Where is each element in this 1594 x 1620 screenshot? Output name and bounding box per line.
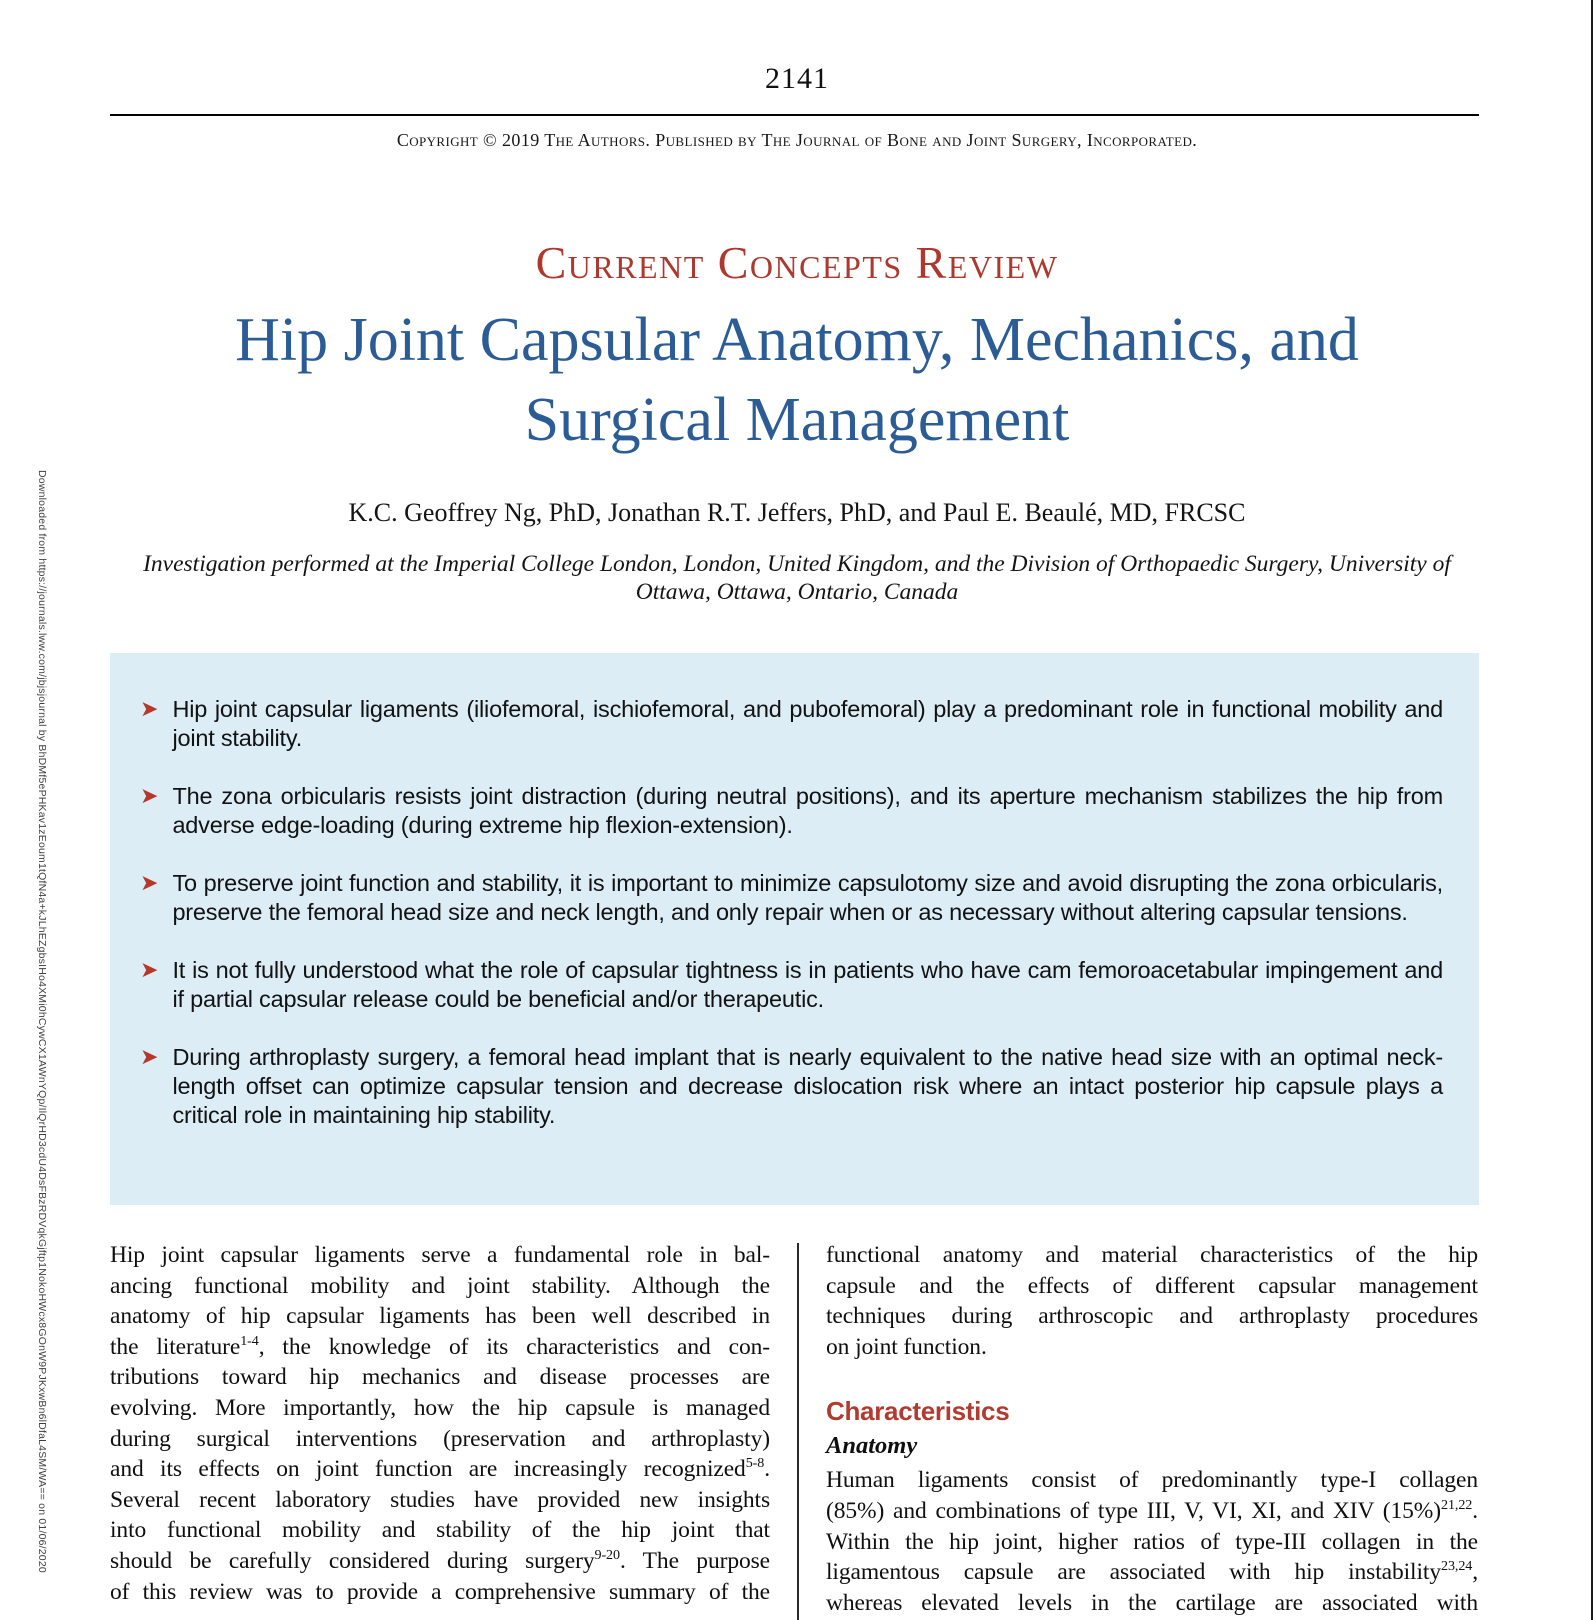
copyright-line: Copyright © 2019 The Authors. Published by The Journal of Bone and Joint Surgery, Incorporated. [396, 130, 1198, 150]
intro-paragraph: Hip joint capsular ligaments serve a fundamental role in bal- ancing functional mobility and joint stability. Although the anatomy of hip capsular ligaments has been well described in the literature$^{1-4}$, the knowledge of its characteristics and con- tributions toward hip mechanics and disease processes are evolving. More importantly, how the hip capsule is managed during surgical interventions (preservation and arthroplasty) and its effects on joint function are increasingly recognized$^{5-8}$. Several recent laboratory studies have provided new insights into functional mobility and stability of the hip joint that should be carefully considered during surgery$^{9-20}$. The purpose of this review was to provide a comprehensive summary of the [110, 1242, 770, 1605]
section-heading-characteristics: Characteristics [826, 1396, 1010, 1427]
key-point-item [140, 695, 1443, 753]
key-point-text: The zona orbicularis resists joint distraction (during neutral positions), and its aperture mechanism stabilizes the hip from adverse edge-loading (during extreme hip flexion-extension). [172, 783, 1443, 838]
arrow-bullet-icon: ➤ [140, 1045, 159, 1070]
key-point-text: It is not fully understood what the role of capsular tightness is in patients who have cam femoroacetabular impingement and if partial capsular release could be beneficial and/or therapeutic. [172, 957, 1443, 1012]
key-points-box [110, 653, 1479, 1205]
key-point-text: Hip joint capsular ligaments (iliofemoral, ischiofemoral, and pubofemoral) play a predominant role in functional mobility and joint stability. [172, 696, 1443, 751]
article-title-line-1: Hip Joint Capsular Anatomy, Mechanics, and [235, 306, 1359, 374]
affiliation-line: Investigation performed at the Imperial College London, London, United Kingdom, and the Division of Orthopaedic Surgery, University of Ottawa, Ottawa, Ontario, Canada [143, 551, 1451, 605]
page-number: 2141 [765, 62, 829, 95]
key-point-item [140, 782, 1443, 840]
body-left-column [110, 1240, 770, 1607]
key-point-text: During arthroplasty surgery, a femoral head implant that is nearly equivalent to the native head size with an optimal neck-length offset can optimize capsular tension and decrease dislocation risk where an intact posterior hip capsule plays a critical role in maintaining hip stability. [172, 1044, 1443, 1128]
key-point-text: To preserve joint function and stability, it is important to minimize capsulotomy size and avoid disrupting the zona orbicularis, preserve the femoral head size and neck length, and only repair when or as necessary without altering capsular tensions. [172, 870, 1443, 925]
intro-paragraph-continued: functional anatomy and material characteristics of the hip capsule and the effects of different capsular management techniques during arthroscopic and arthroplasty procedures on joint function. [826, 1242, 1478, 1360]
key-point-item [140, 956, 1443, 1014]
arrow-bullet-icon: ➤ [140, 784, 159, 809]
eyebrow-heading: Current Concepts Review [535, 237, 1059, 288]
arrow-bullet-icon: ➤ [140, 697, 159, 722]
article-title-line-2: Surgical Management [524, 386, 1070, 454]
arrow-bullet-icon: ➤ [140, 958, 159, 983]
header-rule [110, 114, 1479, 116]
article-title [0, 300, 1594, 460]
key-point-item [140, 1043, 1443, 1130]
anatomy-paragraph: Human ligaments consist of predominantly type-I collagen (85%) and combinations of type III, V, VI, XI, and XIV $(15\%)^{21,22}$. Within the hip joint, higher ratios of type-III collagen in the ligamentous capsule are associated with hip instability$^{23,24}$, whereas elevated levels in the cartilage are associated with [826, 1467, 1478, 1616]
download-watermark-sidebar: Downloaded from https://journals.lww.com/jbjsjournal by BhDMf5ePHKav1zEoum1tQfN4a+kJLhEZgbsIHo4XMi0hCywCX1AWnYQp/IlQrHD3cdU4DsFBzRDVqkGjftp1NokoHWcx8GOnW9PJKxwBn6lDfaL4SM/WA== on 01/06/2020 [36, 470, 48, 1573]
key-point-item [140, 869, 1443, 927]
arrow-bullet-icon: ➤ [140, 871, 159, 896]
subsection-heading-anatomy: Anatomy [826, 1432, 918, 1460]
authors-line: K.C. Geoffrey Ng, PhD, Jonathan R.T. Jeffers, PhD, and Paul E. Beaulé, MD, FRCSC [348, 498, 1246, 527]
body-right-column [826, 1240, 1478, 1618]
column-divider [797, 1243, 799, 1620]
